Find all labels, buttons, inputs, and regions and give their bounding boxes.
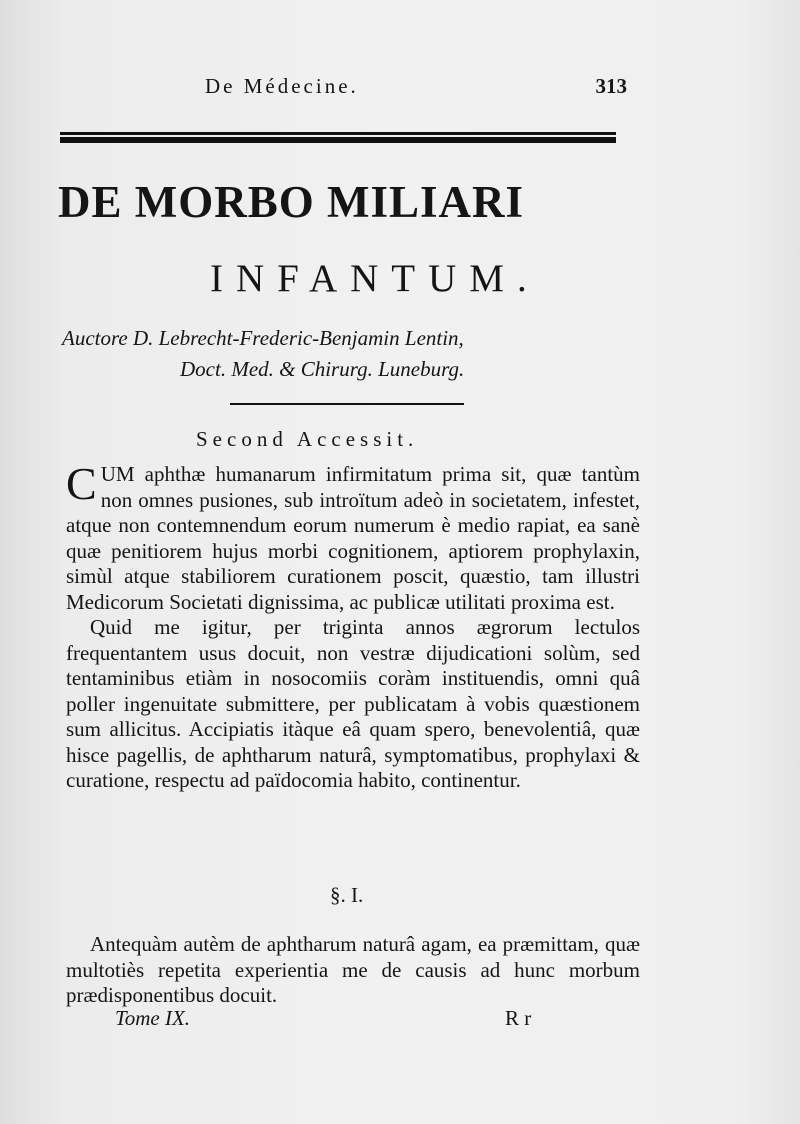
prize-heading: Second Accessit. [196,427,419,451]
paragraph-3: Antequàm autèm de aphtharum naturâ agam, ea præmittam, quæ multotiès repetita experientia me de causis ad hunc morbum prædisponentibus docuit. [66,932,640,1007]
article-subtitle: INFANTUM. [210,257,540,300]
thin-rule-divider [230,403,464,405]
section-heading: §. I. [330,883,364,907]
author-credentials: Doct. Med. & Chirurg. Luneburg. [180,357,465,381]
article-title: DE MORBO MILIARI [58,177,525,227]
body-text [66,458,640,794]
body-text-section [66,932,640,1009]
signature-volume: Tome IX. [115,1006,191,1030]
author-line: Auctore D. Lebrecht-Frederic-Benjamin Lentin, [62,326,464,350]
page-number: 313 [595,74,627,98]
paragraph-2: Quid me igitur, per triginta annos ægrorum lectulos frequentantem usus docuit, non vestræ dijudicationi solùm, sed tentaminibus etiàm in nosocomiis coràm instituendis, omni quâ poller ingenuitate submittere, per publicatam à vobis quæstionem sum allicitus. Accipiatis itàque eâ quam spero, benevolentiâ, quæ hisce pagellis, de aphtharum naturâ, symptomatibus, prophylaxi & curatione, respectu ad païdocomia habito, continentur. [66,615,640,792]
paragraph-1 [66,458,640,615]
signature-mark: R r [505,1006,532,1030]
running-header [205,70,635,104]
drop-cap: C [66,458,97,509]
paragraph-1-text: UM aphthæ humanarum infirmitatum prima sit, quæ tantùm non omnes pusiones, sub introïtum adeò in societatem, infestet, atque non contemnendum eorum numerum è medio rapiat, ea sanè quæ penitiorem hujus morbi cognitionem, aptiorem prophylaxin, simùl atque stabiliorem curationem poscit, quæstio, tam illustri Medicorum Societati dignissima, ac publicæ utilitati proxima est. [66,462,640,614]
running-title: De Médecine. [205,74,359,98]
double-rule-divider [60,132,616,143]
